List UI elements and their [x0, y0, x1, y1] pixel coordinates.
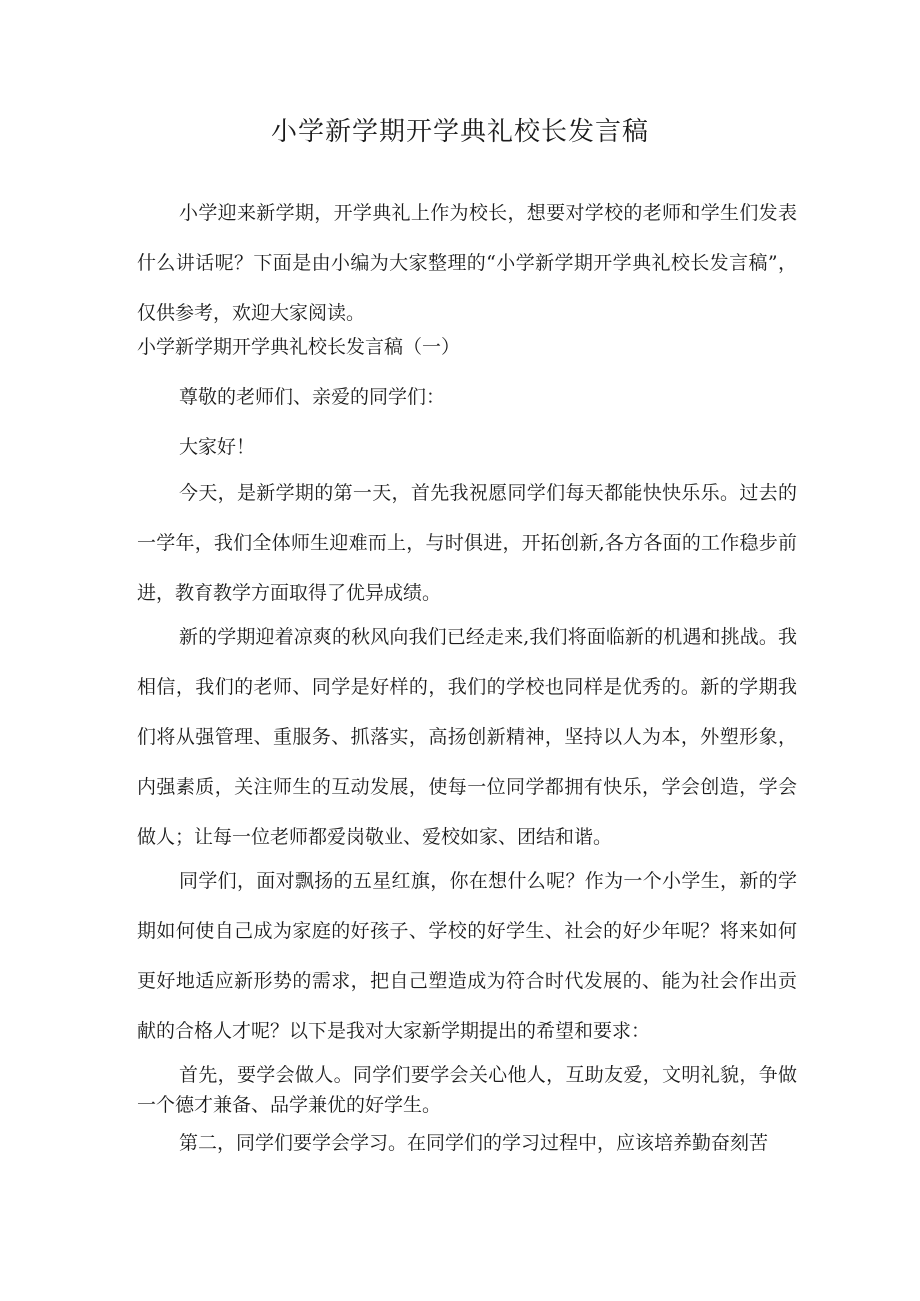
- paragraph-greeting: 大家好！: [179, 436, 256, 458]
- paragraph-salutation: 尊敬的老师们、亲爱的同学们：: [179, 386, 446, 408]
- paragraph-body-3: 同学们，面对飘扬的五星红旗，你在想什么呢？作为一个小学生，新的学期如何使自己成为家庭的好孩子、学校的好学生、社会的好少年呢？将来如何更好地适应新形势的需求，把自己塑造成为符合时代发展的、能为社会作出贡献的合格人才呢？以下是我对大家新学期提出的希望和要求：: [137, 870, 797, 1042]
- paragraph-intro: 小学迎来新学期，开学典礼上作为校长，想要对学校的老师和学生们发表什么讲话呢？下面是由小编为大家整理的“小学新学期开学典礼校长发言稿”，仅供参考，欢迎大家阅读。: [137, 202, 797, 324]
- section-heading: 小学新学期开学典礼校长发言稿（一）: [137, 336, 461, 358]
- page-title: 小学新学期开学典礼校长发言稿: [270, 117, 649, 147]
- paragraph-body-4: 首先，要学会做人。同学们要学会关心他人，互助友爱，文明礼貌，争做一个德才兼备、品学兼优的好学生。: [137, 1064, 797, 1116]
- paragraph-body-5: 第二，同学们要学会学习。在同学们的学习过程中，应该培养勤奋刻苦: [179, 1132, 769, 1154]
- paragraph-body-1: 今天，是新学期的第一天，首先我祝愿同学们每天都能快快乐乐。过去的一学年，我们全体师生迎难而上，与时俱进，开拓创新,各方各面的工作稳步前进，教育教学方面取得了优异成绩。: [137, 482, 797, 604]
- paragraph-body-2: 新的学期迎着凉爽的秋风向我们已经走来,我们将面临新的机遇和挑战。我相信，我们的老师、同学是好样的，我们的学校也同样是优秀的。新的学期我们将从强管理、重服务、抓落实，高扬创新精神，坚持以人为本，外塑形象，内强素质，关注师生的互动发展，使每一位同学都拥有快乐，学会创造，学会做人；让每一位老师都爱岗敬业、爱校如家、团结和谐。: [137, 626, 797, 848]
